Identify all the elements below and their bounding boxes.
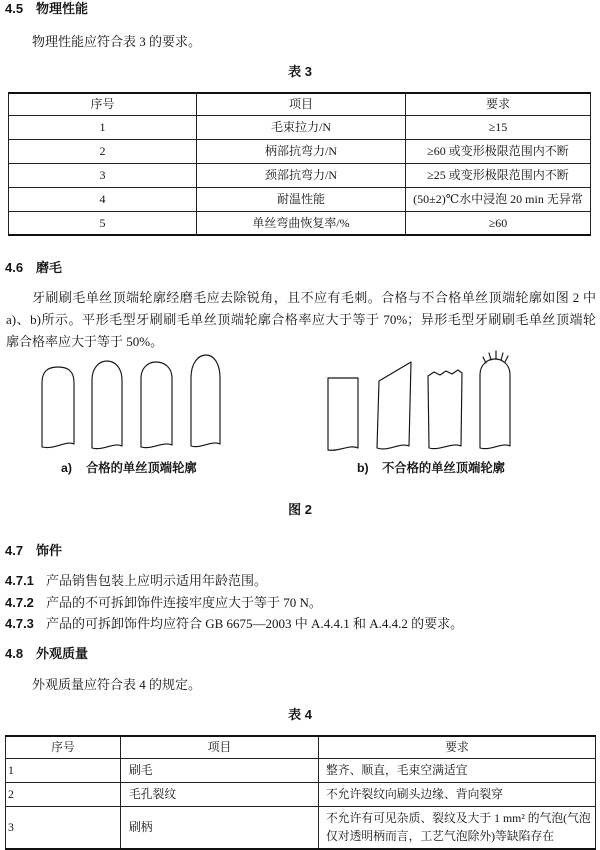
clause-4-7-1 bbox=[5, 572, 267, 590]
panel-label: b) bbox=[357, 461, 369, 475]
section-title: 物理性能 bbox=[36, 1, 89, 16]
figure-2-title: 图 2 bbox=[288, 502, 312, 517]
header-item: 项目 bbox=[121, 736, 319, 758]
cell-item: 柄部抗弯力/N bbox=[197, 139, 406, 163]
section-4-7-heading bbox=[5, 542, 62, 560]
header-requirement: 要求 bbox=[319, 736, 596, 758]
section-4-8-heading bbox=[5, 645, 88, 663]
clause-number: 4.7.1 bbox=[5, 573, 34, 588]
figure-2-caption-a bbox=[61, 459, 197, 477]
cell-requirement: ≥60 bbox=[406, 211, 591, 235]
header-no: 序号 bbox=[9, 93, 197, 115]
panel-caption: 合格的单丝顶端轮廓 bbox=[86, 461, 197, 475]
cell-item: 毛束拉力/N bbox=[197, 115, 406, 139]
section-4-5-intro: 物理性能应符合表 3 的要求。 bbox=[32, 34, 202, 49]
cell-no: 3 bbox=[6, 806, 121, 849]
header-item: 项目 bbox=[197, 93, 406, 115]
section-4-8-intro: 外观质量应符合表 4 的规定。 bbox=[32, 677, 202, 692]
section-number: 4.8 bbox=[5, 646, 24, 661]
table-row bbox=[6, 758, 596, 782]
table-row bbox=[9, 163, 591, 187]
clause-text: 产品的不可拆卸饰件连接牢度应大于等于 70 N。 bbox=[46, 595, 322, 610]
unqualified-tip-flat-outline bbox=[328, 378, 358, 450]
unqualified-tip-slanted-outline bbox=[377, 362, 411, 449]
cell-requirement bbox=[319, 806, 596, 849]
cell-requirement: ≥60 或变形极限范围内不断 bbox=[406, 139, 591, 163]
section-4-5-heading bbox=[5, 0, 88, 18]
section-title: 外观质量 bbox=[36, 646, 89, 661]
cell-requirement: ≥15 bbox=[406, 115, 591, 139]
unqualified-tip-burred-outline bbox=[480, 359, 510, 449]
cell-item: 刷柄 bbox=[121, 806, 319, 849]
section-title: 饰件 bbox=[36, 543, 63, 558]
clause-text: 产品的可拆卸饰件均应符合 GB 6675—2003 中 A.4.4.1 和 A.4.4.2 的要求。 bbox=[46, 616, 464, 631]
figure-2-caption-b bbox=[357, 459, 505, 477]
cell-no: 1 bbox=[9, 115, 197, 139]
cell-requirement bbox=[319, 782, 596, 806]
cell-no: 5 bbox=[9, 211, 197, 235]
paragraph-line: 牙刷刷毛单丝顶端轮廓经磨毛应去除锐角，且不应有毛刺。合格与不合格单丝顶端轮廓如图 2 中 bbox=[32, 290, 596, 305]
header-no: 序号 bbox=[6, 736, 121, 758]
qualified-tip-outline bbox=[191, 355, 220, 447]
cell-no: 3 bbox=[9, 163, 197, 187]
table-header-row bbox=[9, 93, 591, 115]
cell-item: 毛孔裂纹 bbox=[121, 782, 319, 806]
cell-item: 刷毛 bbox=[121, 758, 319, 782]
cell-item: 单丝弯曲恢复率/% bbox=[197, 211, 406, 235]
requirement-line: 仅对透明柄而言，工艺气泡除外)等缺陷存在 bbox=[326, 829, 555, 844]
requirement-line: 整齐、顺直，毛束空满适宜 bbox=[326, 763, 468, 777]
clause-4-7-2 bbox=[5, 594, 322, 612]
panel-label: a) bbox=[61, 461, 72, 475]
qualified-tip-outline bbox=[141, 362, 172, 448]
table-row bbox=[6, 782, 596, 806]
panel-b-shapes bbox=[328, 351, 510, 450]
table-row bbox=[9, 115, 591, 139]
clause-number: 4.7.2 bbox=[5, 595, 34, 610]
clause-text: 产品销售包装上应明示适用年龄范围。 bbox=[46, 573, 268, 588]
panel-caption: 不合格的单丝顶端轮廓 bbox=[382, 461, 505, 475]
figure-2-drawing bbox=[0, 345, 600, 457]
cell-item: 颈部抗弯力/N bbox=[197, 163, 406, 187]
table-4-caption: 表 4 bbox=[288, 707, 312, 722]
panel-a-shapes bbox=[42, 355, 220, 449]
section-title: 磨毛 bbox=[36, 260, 63, 275]
header-requirement: 要求 bbox=[406, 93, 591, 115]
table-3 bbox=[8, 92, 591, 236]
cell-requirement: ≥25 或变形极限范围内不断 bbox=[406, 163, 591, 187]
paragraph-line: 廓合格率应大于等于 50%。 bbox=[6, 334, 164, 349]
section-number: 4.6 bbox=[5, 260, 24, 275]
table-row bbox=[9, 139, 591, 163]
qualified-tip-outline bbox=[42, 367, 74, 448]
paragraph-line: a)、b)所示。平形毛型牙刷刷毛单丝顶端轮廓合格率应大于等于 70%；异形毛型牙刷刷毛单丝顶端轮 bbox=[6, 312, 596, 327]
unqualified-tip-jagged-outline bbox=[428, 370, 462, 449]
cell-requirement bbox=[319, 758, 596, 782]
table-row bbox=[9, 187, 591, 211]
requirement-line: 不允许裂纹向刷头边缘、背向裂穿 bbox=[326, 787, 503, 801]
section-number: 4.7 bbox=[5, 543, 24, 558]
requirement-line: 不允许有可见杂质、裂纹及大于 1 mm² 的气泡(气泡 bbox=[326, 811, 591, 826]
cell-no: 4 bbox=[9, 187, 197, 211]
qualified-tip-outline bbox=[92, 361, 122, 449]
table-header-row bbox=[6, 736, 596, 758]
table-row bbox=[9, 211, 591, 235]
table-3-caption: 表 3 bbox=[288, 64, 312, 79]
table-row bbox=[6, 806, 596, 849]
cell-item: 耐温性能 bbox=[197, 187, 406, 211]
table-4 bbox=[5, 735, 596, 850]
cell-no: 1 bbox=[6, 758, 121, 782]
cell-requirement: (50±2)℃水中浸泡 20 min 无异常 bbox=[406, 187, 591, 211]
cell-no: 2 bbox=[6, 782, 121, 806]
section-4-6-heading bbox=[5, 259, 62, 277]
clause-number: 4.7.3 bbox=[5, 616, 34, 631]
section-number: 4.5 bbox=[5, 1, 24, 16]
clause-4-7-3 bbox=[5, 615, 463, 633]
cell-no: 2 bbox=[9, 139, 197, 163]
